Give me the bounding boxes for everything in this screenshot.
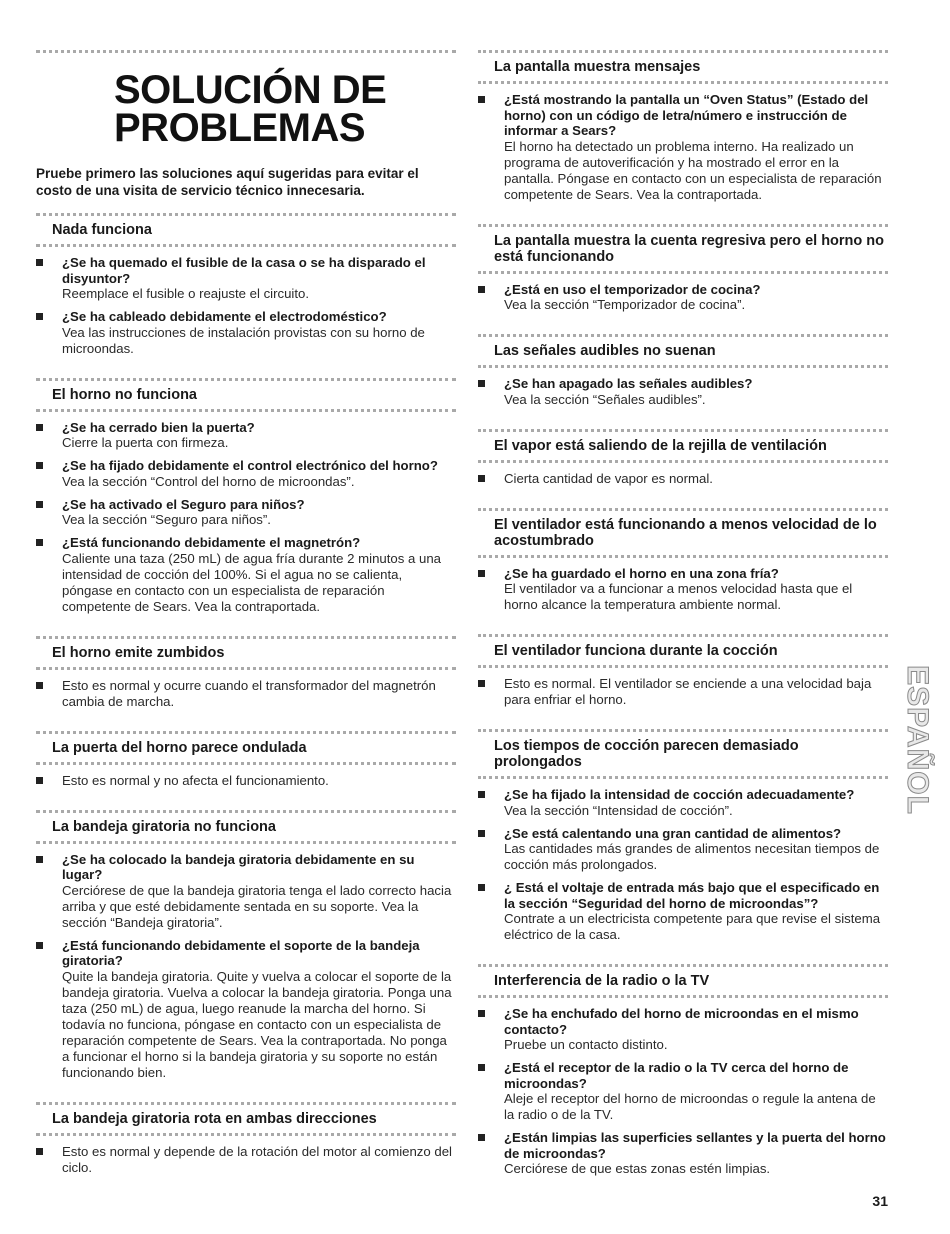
square-bullet-icon bbox=[478, 1134, 485, 1141]
section-heading: Las señales audibles no suenan bbox=[494, 343, 716, 359]
square-bullet-icon bbox=[36, 1148, 43, 1155]
answer-text: Caliente una taza (250 mL) de agua fría durante 2 minutos a una intensidad de cocción del 100%. Si el agua no se calienta, póngase en contacto con un especialista de reparación competente de Sears. Vea la contraportada. bbox=[62, 550, 442, 614]
troubleshoot-section bbox=[478, 50, 888, 224]
list-item bbox=[36, 420, 456, 452]
answer-text: Vea la sección “Seguro para niños”. bbox=[62, 512, 271, 527]
answer-text: Las cantidades más grandes de alimentos necesitan tiempos de cocción más prolongados. bbox=[504, 841, 880, 872]
troubleshoot-section bbox=[478, 729, 888, 964]
question-text: ¿ Está el voltaje de entrada más bajo que el especificado en la sección “Seguridad del horno de microondas”? bbox=[504, 880, 880, 911]
list-item bbox=[36, 678, 456, 710]
question-text: ¿Se ha enchufado del horno de microondas en el mismo contacto? bbox=[504, 1006, 859, 1037]
title-line-1: SOLUCIÓN DE bbox=[114, 68, 387, 112]
troubleshoot-section bbox=[36, 810, 456, 1102]
section-body bbox=[36, 1136, 456, 1197]
answer-text: Esto es normal. El ventilador se enciende a una velocidad baja para enfriar el horno. bbox=[504, 676, 872, 707]
list-item bbox=[478, 826, 888, 874]
troubleshoot-section bbox=[36, 213, 456, 378]
question-text: ¿Está en uso el temporizador de cocina? bbox=[504, 281, 761, 297]
square-bullet-icon bbox=[478, 1010, 485, 1017]
square-bullet-icon bbox=[36, 424, 43, 431]
troubleshoot-section bbox=[478, 634, 888, 729]
list-item bbox=[478, 676, 888, 708]
list-item bbox=[478, 566, 888, 614]
square-bullet-icon bbox=[478, 791, 485, 798]
square-bullet-icon bbox=[478, 286, 485, 293]
section-heading: La pantalla muestra la cuenta regresiva pero el horno no está funcionando bbox=[494, 232, 885, 265]
square-bullet-icon bbox=[36, 462, 43, 469]
question-text: ¿Se ha fijado debidamente el control electrónico del horno? bbox=[62, 458, 438, 473]
right-column bbox=[478, 50, 888, 1198]
left-sections bbox=[36, 213, 456, 1197]
answer-text: Reemplace el fusible o reajuste el circuito. bbox=[62, 286, 310, 301]
square-bullet-icon bbox=[478, 475, 485, 482]
square-bullet-icon bbox=[478, 570, 485, 577]
question-text: ¿Está mostrando la pantalla un “Oven Status” (Estado del horno) con un código de letra/número e instrucción de informar a Sears? bbox=[504, 92, 869, 138]
question-text: ¿Está funcionando debidamente el soporte de la bandeja giratoria? bbox=[62, 937, 420, 968]
answer-text: Aleje el receptor del horno de microondas o regule la antena de la radio o de la TV. bbox=[504, 1091, 876, 1122]
question-text: ¿Se han apagado las señales audibles? bbox=[504, 376, 753, 391]
section-body bbox=[478, 274, 888, 335]
section-heading: La puerta del horno parece ondulada bbox=[52, 739, 307, 756]
square-bullet-icon bbox=[36, 259, 43, 266]
square-bullet-icon bbox=[36, 777, 43, 784]
answer-text: Vea la sección “Señales audibles”. bbox=[504, 391, 706, 407]
section-heading: Nada funciona bbox=[52, 222, 152, 238]
section-body bbox=[478, 558, 888, 635]
list-item bbox=[36, 309, 456, 357]
top-rule-left bbox=[36, 50, 456, 53]
section-body bbox=[36, 765, 456, 810]
answer-text: Vea la sección “Temporizador de cocina”. bbox=[504, 297, 746, 312]
answer-text: Cerciórese de que estas zonas estén limpias. bbox=[504, 1161, 771, 1176]
list-item bbox=[478, 471, 888, 487]
section-body bbox=[478, 779, 888, 964]
question-text: ¿Se está calentando una gran cantidad de alimentos? bbox=[504, 825, 842, 841]
question-text: ¿Está el receptor de la radio o la TV cerca del horno de microondas? bbox=[504, 1060, 849, 1091]
section-body bbox=[478, 998, 888, 1198]
section-body bbox=[478, 368, 888, 429]
troubleshoot-section bbox=[478, 964, 888, 1198]
troubleshoot-section bbox=[36, 731, 456, 810]
list-item bbox=[36, 773, 456, 789]
section-heading: La pantalla muestra mensajes bbox=[494, 59, 701, 75]
section-heading: Los tiempos de cocción parecen demasiado prolongados bbox=[494, 738, 799, 770]
troubleshoot-section bbox=[36, 378, 456, 636]
question-text: ¿Se ha quemado el fusible de la casa o se ha disparado el disyuntor? bbox=[62, 255, 426, 286]
troubleshoot-section bbox=[36, 1102, 456, 1197]
question-text: ¿Se ha guardado el horno en una zona fría? bbox=[504, 565, 779, 581]
section-heading: El horno emite zumbidos bbox=[52, 644, 225, 661]
right-sections bbox=[478, 50, 888, 1198]
section-heading: La bandeja giratoria rota en ambas direcciones bbox=[52, 1110, 377, 1127]
square-bullet-icon bbox=[36, 501, 43, 508]
square-bullet-icon bbox=[36, 856, 43, 863]
section-heading: Interferencia de la radio o la TV bbox=[494, 973, 710, 989]
list-item bbox=[478, 1060, 888, 1123]
answer-text: Esto es normal y ocurre cuando el transformador del magnetrón cambia de marcha. bbox=[62, 677, 436, 709]
square-bullet-icon bbox=[36, 313, 43, 320]
square-bullet-icon bbox=[36, 539, 43, 546]
language-side-tab-label: ESPAÑOL bbox=[901, 665, 935, 815]
troubleshoot-section bbox=[36, 636, 456, 731]
answer-text: Contrate a un electricista competente para que revise el sistema eléctrico de la casa. bbox=[504, 911, 881, 942]
section-body bbox=[36, 670, 456, 731]
list-item bbox=[36, 255, 456, 302]
list-item bbox=[478, 880, 888, 943]
list-item bbox=[36, 458, 456, 490]
square-bullet-icon bbox=[478, 884, 485, 891]
question-text: ¿Se ha activado el Seguro para niños? bbox=[62, 496, 305, 512]
section-body bbox=[36, 844, 456, 1102]
page-number: 31 bbox=[872, 1193, 888, 1209]
answer-text: Vea las instrucciones de instalación provistas con su horno de microondas. bbox=[62, 324, 425, 356]
answer-text: Vea la sección “Intensidad de cocción”. bbox=[504, 802, 733, 818]
question-text: ¿Se ha fijado la intensidad de cocción adecuadamente? bbox=[504, 787, 855, 802]
list-item bbox=[36, 1144, 456, 1176]
section-heading: El horno no funciona bbox=[52, 386, 197, 403]
list-item bbox=[478, 1006, 888, 1053]
troubleshoot-section bbox=[478, 334, 888, 429]
language-side-tab bbox=[901, 640, 935, 840]
list-item bbox=[36, 852, 456, 931]
square-bullet-icon bbox=[478, 380, 485, 387]
square-bullet-icon bbox=[36, 682, 43, 689]
left-column bbox=[36, 50, 456, 1197]
question-text: ¿Está funcionando debidamente el magnetrón? bbox=[62, 535, 361, 550]
title-line-2: PROBLEMAS bbox=[114, 106, 366, 150]
question-text: ¿Se ha colocado la bandeja giratoria debidamente en su lugar? bbox=[62, 851, 415, 882]
troubleshoot-section bbox=[478, 508, 888, 635]
square-bullet-icon bbox=[478, 680, 485, 687]
list-item bbox=[36, 938, 456, 1081]
section-heading: El vapor está saliendo de la rejilla de ventilación bbox=[494, 437, 827, 454]
list-item bbox=[478, 1130, 888, 1177]
question-text: ¿Se ha cableado debidamente el electrodoméstico? bbox=[62, 309, 387, 324]
answer-text: Quite la bandeja giratoria. Quite y vuelva a colocar el soporte de la bandeja giratoria. Vuelva a colocar la bandeja giratoria. Ponga una taza (250 mL) de agua, luego reanude la marcha del horno. Si todavía no funciona, póngase en contacto con un especialista de reparación competente de Sears. Vea la contraportada. No ponga a funcionar el horno si la bandeja giratoria y su soporte no están funcionando bien. bbox=[62, 968, 452, 1080]
section-body bbox=[36, 412, 456, 636]
answer-text: Cierre la puerta con firmeza. bbox=[62, 435, 229, 450]
answer-text: El horno ha detectado un problema interno. Ha realizado un programa de autoverificación y ha mostrado el error en la pantalla. Póngase en contacto con un especialista de reparación competente de Sears. Vea la contraportada. bbox=[504, 138, 882, 202]
answer-text: Esto es normal y no afecta el funcionamiento. bbox=[62, 772, 329, 788]
section-body bbox=[36, 247, 456, 378]
list-item bbox=[478, 376, 888, 408]
section-heading: El ventilador funciona durante la cocción bbox=[494, 643, 778, 659]
answer-text: Vea la sección “Control del horno de microondas”. bbox=[62, 473, 355, 489]
answer-text: El ventilador va a funcionar a menos velocidad hasta que el horno alcance la temperatura ambiente normal. bbox=[504, 581, 853, 612]
answer-text: Pruebe un contacto distinto. bbox=[504, 1037, 668, 1052]
answer-text: Cerciórese de que la bandeja giratoria tenga el lado correcto hacia arriba y que esté debidamente sentada en su soporte. Vea la sección “Bandeja giratoria”. bbox=[62, 882, 452, 930]
square-bullet-icon bbox=[478, 830, 485, 837]
square-bullet-icon bbox=[478, 96, 485, 103]
square-bullet-icon bbox=[36, 942, 43, 949]
list-item bbox=[36, 497, 456, 529]
question-text: ¿Se ha cerrado bien la puerta? bbox=[62, 419, 255, 435]
section-heading: La bandeja giratoria no funciona bbox=[52, 818, 276, 835]
list-item bbox=[478, 787, 888, 819]
list-item bbox=[478, 282, 888, 314]
troubleshoot-section bbox=[478, 429, 888, 508]
section-body bbox=[478, 668, 888, 729]
section-body bbox=[478, 463, 888, 508]
square-bullet-icon bbox=[478, 1064, 485, 1071]
page-title bbox=[114, 68, 456, 150]
section-body bbox=[478, 84, 888, 224]
question-text: ¿Están limpias las superficies sellantes y la puerta del horno de microondas? bbox=[504, 1130, 886, 1161]
list-item bbox=[36, 535, 456, 615]
intro-text: Pruebe primero las soluciones aquí sugeridas para evitar el costo de una visita de servicio técnico innecesaria. bbox=[36, 166, 419, 198]
list-item bbox=[478, 92, 888, 203]
answer-text: Cierta cantidad de vapor es normal. bbox=[504, 470, 713, 486]
troubleshoot-section bbox=[478, 224, 888, 335]
answer-text: Esto es normal y depende de la rotación del motor al comienzo del ciclo. bbox=[62, 1143, 452, 1175]
section-heading: El ventilador está funcionando a menos velocidad de lo acostumbrado bbox=[494, 516, 877, 549]
